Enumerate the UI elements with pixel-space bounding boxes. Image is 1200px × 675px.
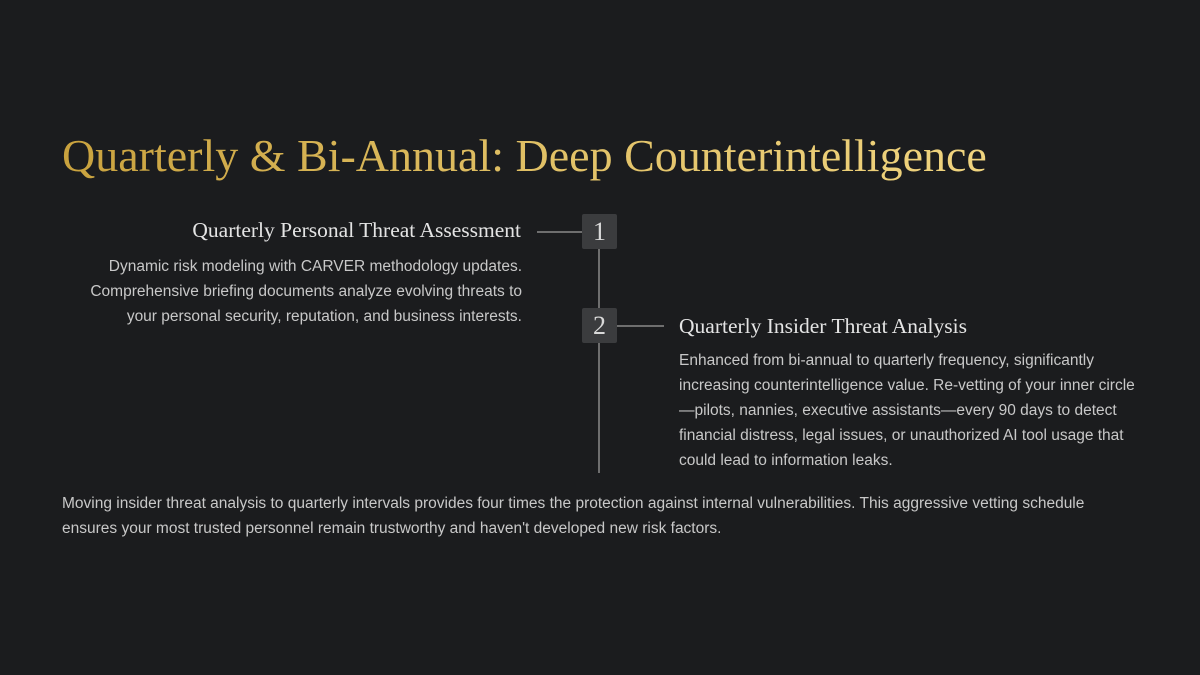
step-number-2: 2 (582, 308, 617, 343)
step-2-description: Enhanced from bi-annual to quarterly frequency, significantly increasing counterintelligence value. Re-vetting of your inner circle—pilots, nannies, executive assistants—every 90 days to detect financial distress, legal issues, or unauthorized AI tool usage that could lead to information leaks. (679, 352, 1135, 469)
timeline-connector-1 (537, 231, 583, 233)
step-1-title: Quarterly Personal Threat Assessment (192, 218, 521, 242)
summary-paragraph: Moving insider threat analysis to quarterly intervals provides four times the protection against internal vulnerabilities. This aggressive vetting schedule ensures your most trusted personnel remain trustworthy and haven't developed new risk factors. (62, 495, 1085, 537)
step-2-title: Quarterly Insider Threat Analysis (679, 314, 967, 338)
timeline-line (598, 232, 600, 473)
page-title: Quarterly & Bi-Annual: Deep Counterintelligence (62, 128, 987, 184)
step-1-description: Dynamic risk modeling with CARVER methodology updates. Comprehensive briefing documents analyze evolving threats to your personal security, reputation, and business interests. (90, 258, 522, 325)
step-number-1: 1 (582, 214, 617, 249)
timeline-connector-2 (616, 325, 664, 327)
